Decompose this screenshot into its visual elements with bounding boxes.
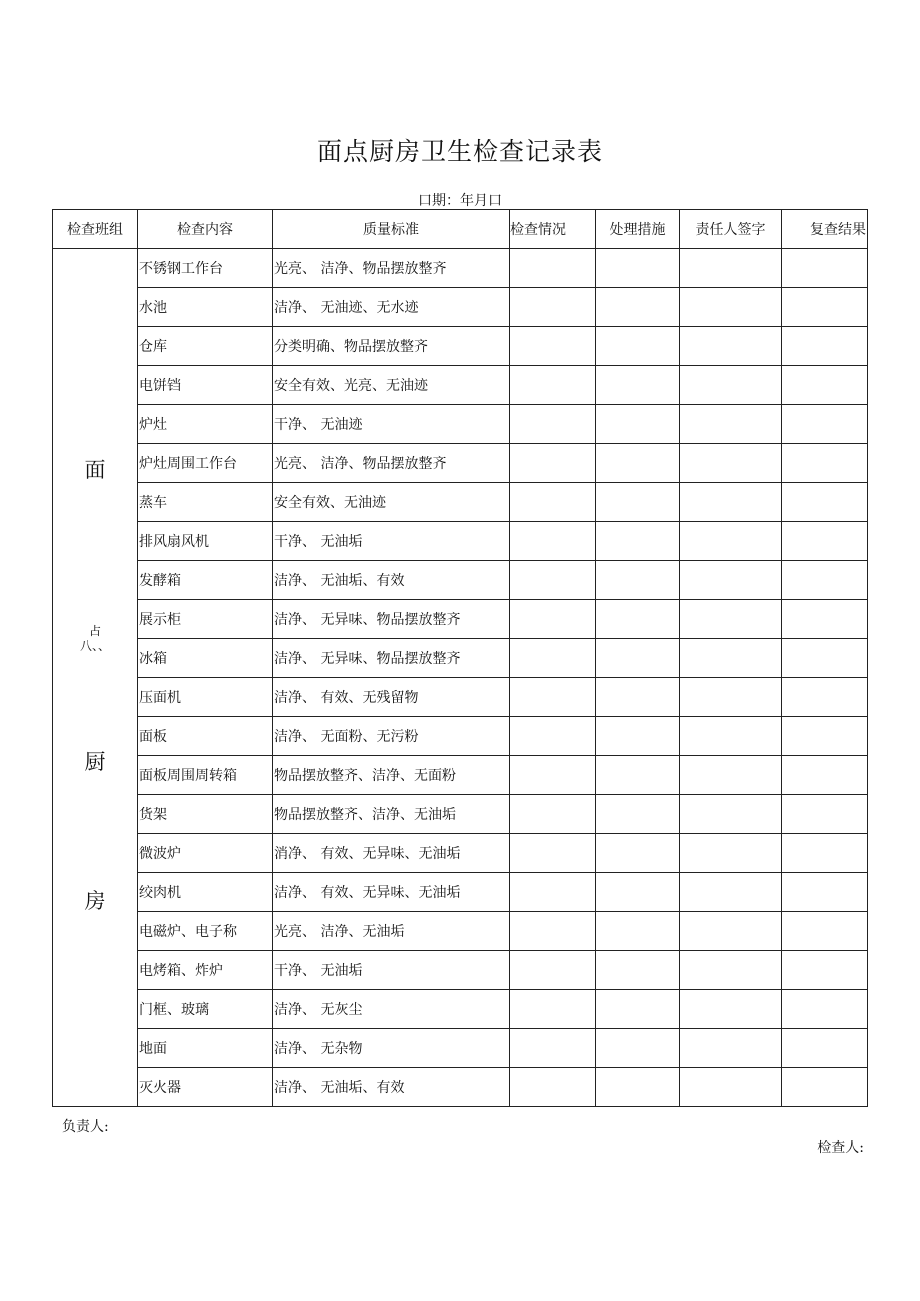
signature-cell[interactable] bbox=[680, 678, 782, 717]
status-cell[interactable] bbox=[510, 795, 596, 834]
table-row bbox=[53, 366, 868, 405]
measures-cell[interactable] bbox=[596, 678, 680, 717]
status-cell[interactable] bbox=[510, 561, 596, 600]
header-signature: 责任人签字 bbox=[680, 210, 782, 249]
measures-cell[interactable] bbox=[596, 522, 680, 561]
table-row bbox=[53, 483, 868, 522]
table-row bbox=[53, 678, 868, 717]
status-cell[interactable] bbox=[510, 600, 596, 639]
inspection-table bbox=[52, 209, 868, 1107]
table-row bbox=[53, 717, 868, 756]
standard-cell: 消净、 有效、无异味、无油垢 bbox=[273, 834, 510, 873]
status-cell[interactable] bbox=[510, 1029, 596, 1068]
table-row bbox=[53, 444, 868, 483]
measures-cell[interactable] bbox=[596, 444, 680, 483]
measures-cell[interactable] bbox=[596, 990, 680, 1029]
item-cell: 微波炉 bbox=[138, 834, 273, 873]
item-cell: 炉灶 bbox=[138, 405, 273, 444]
item-cell: 电磁炉、电子称 bbox=[138, 912, 273, 951]
item-cell: 门框、玻璃 bbox=[138, 990, 273, 1029]
recheck-cell[interactable] bbox=[782, 249, 868, 288]
table-row bbox=[53, 522, 868, 561]
table-row bbox=[53, 405, 868, 444]
item-cell: 灭火器 bbox=[138, 1068, 273, 1107]
measures-cell[interactable] bbox=[596, 912, 680, 951]
recheck-cell[interactable] bbox=[782, 873, 868, 912]
signature-cell[interactable] bbox=[680, 444, 782, 483]
recheck-cell[interactable] bbox=[782, 366, 868, 405]
standard-cell: 光亮、 洁净、物品摆放整齐 bbox=[273, 444, 510, 483]
recheck-cell[interactable] bbox=[782, 522, 868, 561]
item-cell: 不锈钢工作台 bbox=[138, 249, 273, 288]
measures-cell[interactable] bbox=[596, 795, 680, 834]
standard-cell: 洁净、 有效、无残留物 bbox=[273, 678, 510, 717]
recheck-cell[interactable] bbox=[782, 951, 868, 990]
standard-cell: 洁净、 无面粉、无污粉 bbox=[273, 717, 510, 756]
measures-cell[interactable] bbox=[596, 951, 680, 990]
header-content: 检查内容 bbox=[138, 210, 273, 249]
table-row bbox=[53, 600, 868, 639]
signature-cell[interactable] bbox=[680, 600, 782, 639]
status-cell[interactable] bbox=[510, 405, 596, 444]
table-row bbox=[53, 327, 868, 366]
status-cell[interactable] bbox=[510, 678, 596, 717]
status-cell[interactable] bbox=[510, 483, 596, 522]
signature-cell[interactable] bbox=[680, 834, 782, 873]
signature-cell[interactable] bbox=[680, 561, 782, 600]
recheck-cell[interactable] bbox=[782, 912, 868, 951]
measures-cell[interactable] bbox=[596, 600, 680, 639]
measures-cell[interactable] bbox=[596, 483, 680, 522]
standard-cell: 安全有效、光亮、无油迹 bbox=[273, 366, 510, 405]
table-row bbox=[53, 1068, 868, 1107]
item-cell: 电饼铛 bbox=[138, 366, 273, 405]
standard-cell: 洁净、 无杂物 bbox=[273, 1029, 510, 1068]
recheck-cell[interactable] bbox=[782, 1029, 868, 1068]
group-char-1: 面 bbox=[84, 458, 106, 482]
status-cell[interactable] bbox=[510, 444, 596, 483]
signature-cell[interactable] bbox=[680, 249, 782, 288]
table-row bbox=[53, 873, 868, 912]
standard-cell: 洁净、 无异味、物品摆放整齐 bbox=[273, 639, 510, 678]
group-char-3: 厨 bbox=[84, 750, 106, 774]
status-cell[interactable] bbox=[510, 873, 596, 912]
signature-cell[interactable] bbox=[680, 483, 782, 522]
recheck-cell[interactable] bbox=[782, 405, 868, 444]
signature-cell[interactable] bbox=[680, 639, 782, 678]
standard-cell: 洁净、 无灰尘 bbox=[273, 990, 510, 1029]
standard-cell: 洁净、 无异味、物品摆放整齐 bbox=[273, 600, 510, 639]
measures-cell[interactable] bbox=[596, 561, 680, 600]
recheck-cell[interactable] bbox=[782, 483, 868, 522]
header-group: 检查班组 bbox=[53, 210, 138, 249]
table-row bbox=[53, 288, 868, 327]
measures-cell[interactable] bbox=[596, 405, 680, 444]
item-cell: 面板 bbox=[138, 717, 273, 756]
standard-cell: 干净、 无油迹 bbox=[273, 405, 510, 444]
item-cell: 货架 bbox=[138, 795, 273, 834]
status-cell[interactable] bbox=[510, 639, 596, 678]
measures-cell[interactable] bbox=[596, 327, 680, 366]
signature-cell[interactable] bbox=[680, 327, 782, 366]
measures-cell[interactable] bbox=[596, 873, 680, 912]
standard-cell: 洁净、 无油迹、无水迹 bbox=[273, 288, 510, 327]
signature-cell[interactable] bbox=[680, 366, 782, 405]
group-char-4: 房 bbox=[84, 889, 106, 913]
status-cell[interactable] bbox=[510, 990, 596, 1029]
measures-cell[interactable] bbox=[596, 249, 680, 288]
status-cell[interactable] bbox=[510, 249, 596, 288]
measures-cell[interactable] bbox=[596, 834, 680, 873]
standard-cell: 物品摆放整齐、洁净、无面粉 bbox=[273, 756, 510, 795]
standard-cell: 光亮、 洁净、无油垢 bbox=[273, 912, 510, 951]
signature-cell[interactable] bbox=[680, 288, 782, 327]
signature-cell[interactable] bbox=[680, 405, 782, 444]
signature-cell[interactable] bbox=[680, 717, 782, 756]
signature-cell[interactable] bbox=[680, 951, 782, 990]
group-cell bbox=[53, 249, 138, 1107]
group-char-2a: 占 bbox=[88, 624, 101, 638]
standard-cell: 分类明确、物品摆放整齐 bbox=[273, 327, 510, 366]
group-char-2b: 八、、 bbox=[79, 639, 110, 653]
responsible-label: 负责人: bbox=[62, 1119, 109, 1135]
item-cell: 电烤箱、炸炉 bbox=[138, 951, 273, 990]
recheck-cell[interactable] bbox=[782, 795, 868, 834]
signature-cell[interactable] bbox=[680, 990, 782, 1029]
recheck-cell[interactable] bbox=[782, 717, 868, 756]
status-cell[interactable] bbox=[510, 1068, 596, 1107]
table-row bbox=[53, 639, 868, 678]
recheck-cell[interactable] bbox=[782, 327, 868, 366]
table-row bbox=[53, 951, 868, 990]
recheck-cell[interactable] bbox=[782, 561, 868, 600]
table-row bbox=[53, 561, 868, 600]
status-cell[interactable] bbox=[510, 327, 596, 366]
recheck-cell[interactable] bbox=[782, 834, 868, 873]
status-cell[interactable] bbox=[510, 912, 596, 951]
signature-cell[interactable] bbox=[680, 1029, 782, 1068]
item-cell: 仓库 bbox=[138, 327, 273, 366]
measures-cell[interactable] bbox=[596, 639, 680, 678]
header-measures: 处理措施 bbox=[596, 210, 680, 249]
header-standard: 质量标准 bbox=[273, 210, 510, 249]
standard-cell: 干净、 无油垢 bbox=[273, 951, 510, 990]
signature-cell[interactable] bbox=[680, 1068, 782, 1107]
date-line: 口期：年月口 bbox=[418, 193, 502, 209]
item-cell: 发酵箱 bbox=[138, 561, 273, 600]
table-row bbox=[53, 990, 868, 1029]
standard-cell: 洁净、 有效、无异味、无油垢 bbox=[273, 873, 510, 912]
recheck-cell[interactable] bbox=[782, 1068, 868, 1107]
status-cell[interactable] bbox=[510, 522, 596, 561]
header-recheck: 复查结果 bbox=[782, 210, 868, 249]
measures-cell[interactable] bbox=[596, 288, 680, 327]
recheck-cell[interactable] bbox=[782, 444, 868, 483]
status-cell[interactable] bbox=[510, 717, 596, 756]
item-cell: 面板周围周转箱 bbox=[138, 756, 273, 795]
item-cell: 排风扇风机 bbox=[138, 522, 273, 561]
table-row bbox=[53, 249, 868, 288]
recheck-cell[interactable] bbox=[782, 288, 868, 327]
standard-cell: 洁净、 无油垢、有效 bbox=[273, 1068, 510, 1107]
item-cell: 绞肉机 bbox=[138, 873, 273, 912]
page-title: 面点厨房卫生检查记录表 bbox=[316, 137, 603, 166]
status-cell[interactable] bbox=[510, 366, 596, 405]
item-cell: 冰箱 bbox=[138, 639, 273, 678]
measures-cell[interactable] bbox=[596, 717, 680, 756]
header-status: 检查情况 bbox=[510, 210, 596, 249]
item-cell: 地面 bbox=[138, 1029, 273, 1068]
measures-cell[interactable] bbox=[596, 1029, 680, 1068]
measures-cell[interactable] bbox=[596, 756, 680, 795]
status-cell[interactable] bbox=[510, 288, 596, 327]
header-row bbox=[53, 210, 868, 249]
status-cell[interactable] bbox=[510, 756, 596, 795]
signature-cell[interactable] bbox=[680, 756, 782, 795]
recheck-cell[interactable] bbox=[782, 678, 868, 717]
standard-cell: 洁净、 无油垢、有效 bbox=[273, 561, 510, 600]
standard-cell: 光亮、 洁净、物品摆放整齐 bbox=[273, 249, 510, 288]
table-row bbox=[53, 912, 868, 951]
standard-cell: 干净、 无油垢 bbox=[273, 522, 510, 561]
standard-cell: 物品摆放整齐、洁净、无油垢 bbox=[273, 795, 510, 834]
status-cell[interactable] bbox=[510, 951, 596, 990]
table-row bbox=[53, 1029, 868, 1068]
signature-cell[interactable] bbox=[680, 795, 782, 834]
table-row bbox=[53, 795, 868, 834]
recheck-cell[interactable] bbox=[782, 600, 868, 639]
status-cell[interactable] bbox=[510, 834, 596, 873]
item-cell: 蒸车 bbox=[138, 483, 273, 522]
recheck-cell[interactable] bbox=[782, 639, 868, 678]
item-cell: 炉灶周围工作台 bbox=[138, 444, 273, 483]
inspector-label: 检查人: bbox=[817, 1140, 864, 1156]
item-cell: 压面机 bbox=[138, 678, 273, 717]
item-cell: 水池 bbox=[138, 288, 273, 327]
recheck-cell[interactable] bbox=[782, 990, 868, 1029]
item-cell: 展示柜 bbox=[138, 600, 273, 639]
recheck-cell[interactable] bbox=[782, 756, 868, 795]
signature-cell[interactable] bbox=[680, 912, 782, 951]
measures-cell[interactable] bbox=[596, 1068, 680, 1107]
standard-cell: 安全有效、无油迹 bbox=[273, 483, 510, 522]
table-row bbox=[53, 756, 868, 795]
signature-cell[interactable] bbox=[680, 873, 782, 912]
measures-cell[interactable] bbox=[596, 366, 680, 405]
table-row bbox=[53, 834, 868, 873]
signature-cell[interactable] bbox=[680, 522, 782, 561]
